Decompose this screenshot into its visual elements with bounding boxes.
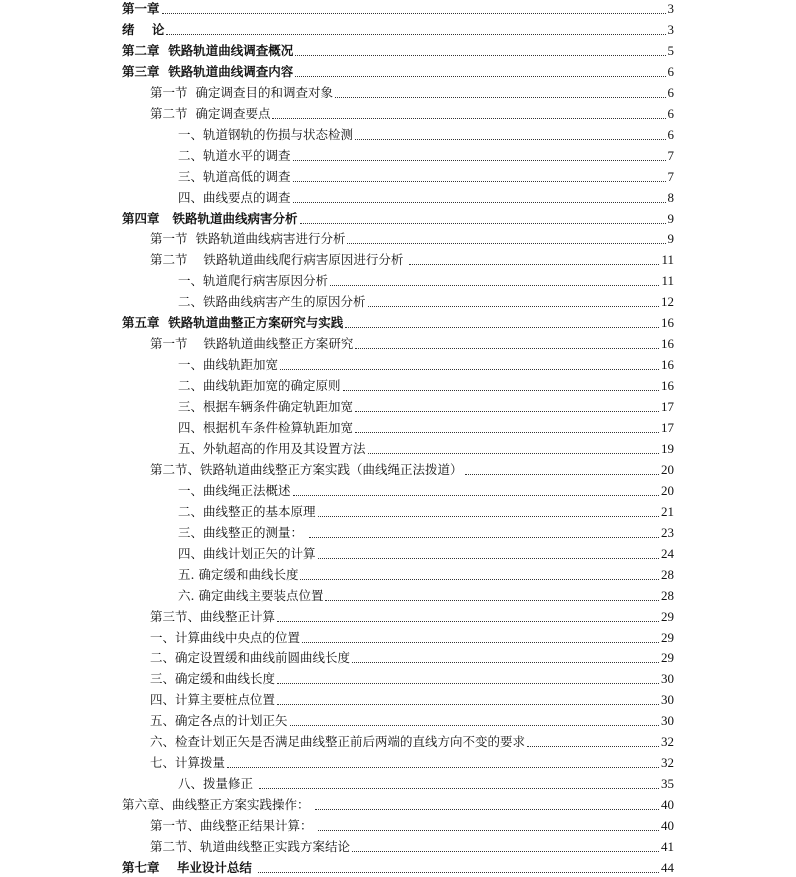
toc-dot-leader [527, 746, 659, 747]
toc-entry[interactable] [178, 501, 674, 521]
toc-page-number: 6 [667, 63, 674, 79]
toc-entry-title: 三、轨道高低的调查 [178, 168, 291, 184]
toc-dot-leader [166, 34, 665, 35]
toc-page-number: 29 [661, 650, 674, 666]
toc-entry-title: 三、确定缓和曲线长度 [150, 671, 276, 687]
toc-page-number: 40 [661, 818, 674, 834]
toc-page-number: 16 [661, 315, 674, 331]
toc-page-number: 30 [661, 692, 674, 708]
toc-entry-title: 第五章 铁路轨道曲整正方案研究与实践 [122, 315, 344, 331]
toc-dot-leader [295, 76, 665, 77]
toc-dot-leader [227, 767, 659, 768]
toc-page-number: 20 [661, 461, 674, 477]
toc-entry[interactable] [150, 459, 674, 479]
toc-page-number: 7 [667, 168, 674, 184]
toc-dot-leader [300, 223, 666, 224]
toc-page-number: 21 [661, 503, 674, 519]
toc-entry[interactable] [122, 208, 674, 228]
toc-entry[interactable] [178, 396, 674, 416]
toc-entry-title: 六. 确定曲线主要装点位置 [178, 587, 324, 603]
toc-dot-leader [355, 348, 659, 349]
toc-entry[interactable] [122, 40, 674, 60]
toc-entry[interactable] [178, 166, 674, 186]
toc-entry[interactable] [150, 668, 674, 688]
toc-dot-leader [277, 621, 659, 622]
toc-entry-title: 绪 论 [122, 21, 165, 37]
toc-entry[interactable] [150, 249, 674, 269]
toc-dot-leader [293, 160, 666, 161]
toc-dot-leader [343, 390, 659, 391]
toc-entry[interactable] [150, 752, 674, 772]
toc-page-number: 6 [667, 126, 674, 142]
toc-page-number: 19 [661, 440, 674, 456]
toc-dot-leader [315, 809, 659, 810]
toc-dot-leader [335, 97, 666, 98]
toc-dot-leader [352, 662, 659, 663]
toc-entry-title: 一、曲线轨距加宽 [178, 357, 279, 373]
toc-dot-leader [352, 851, 659, 852]
toc-page-number: 6 [667, 84, 674, 100]
toc-dot-leader [162, 13, 666, 14]
toc-page-number: 11 [661, 252, 674, 268]
toc-entry[interactable] [122, 19, 674, 39]
toc-page-number: 24 [661, 545, 674, 561]
toc-dot-leader [465, 474, 659, 475]
toc-dot-leader [258, 872, 659, 873]
toc-entry-title: 八、拨量修正 [178, 776, 257, 792]
toc-entry[interactable] [178, 438, 674, 458]
toc-entry[interactable] [178, 145, 674, 165]
toc-dot-leader [330, 285, 659, 286]
toc-entry[interactable] [150, 836, 674, 856]
toc-page-number: 35 [661, 776, 674, 792]
toc-entry[interactable] [150, 689, 674, 709]
toc-page-number: 12 [661, 294, 674, 310]
toc-page-number: 41 [661, 839, 674, 854]
toc-entry[interactable] [122, 312, 674, 332]
toc-entry[interactable] [122, 794, 674, 814]
toc-dot-leader [295, 55, 665, 56]
toc-page-number: 20 [661, 482, 674, 498]
toc-entry[interactable] [178, 773, 674, 793]
toc-entry[interactable] [178, 375, 674, 395]
toc-dot-leader [325, 600, 659, 601]
toc-entry-title: 第三章 铁路轨道曲线调查内容 [122, 63, 294, 79]
toc-dot-leader [293, 181, 666, 182]
toc-entry[interactable] [178, 270, 674, 290]
toc-page-number: 9 [667, 231, 674, 247]
toc-entry-title: 第一节 确定调查目的和调查对象 [150, 84, 333, 100]
toc-dot-leader [302, 642, 659, 643]
toc-entry-title: 第七章 毕业设计总结 [122, 859, 257, 875]
toc-page-number: 7 [667, 147, 674, 163]
toc-entry[interactable] [150, 731, 674, 751]
toc-entry[interactable] [150, 82, 674, 102]
toc-page-number: 44 [661, 859, 674, 875]
toc-entry-title: 第二节 铁路轨道曲线爬行病害原因进行分析 [150, 252, 408, 268]
toc-entry-title: 第二节 确定调查要点 [150, 105, 271, 121]
toc-dot-leader [368, 306, 659, 307]
toc-entry-title: 一、曲线绳正法概述 [178, 482, 291, 498]
toc-entry[interactable] [122, 61, 674, 81]
toc-entry[interactable] [150, 606, 674, 626]
toc-entry-title: 四、曲线要点的调查 [178, 189, 291, 205]
toc-page-number: 29 [661, 629, 674, 645]
toc-entry-title: 二、轨道水平的调查 [178, 147, 291, 163]
toc-entry-title: 第二节、铁路轨道曲线整正方案实践（曲线绳正法拨道） [150, 461, 463, 477]
toc-entry-title: 二、铁路曲线病害产生的原因分析 [178, 294, 366, 310]
toc-entry[interactable] [178, 291, 674, 311]
toc-page-number: 17 [661, 420, 674, 435]
toc-dot-leader [347, 243, 665, 244]
toc-dot-leader [277, 704, 659, 705]
toc-page-number: 32 [661, 734, 674, 750]
toc-page-number: 40 [661, 797, 674, 813]
toc-dot-leader [355, 411, 659, 412]
toc-entry[interactable] [178, 187, 674, 207]
toc-entry[interactable] [178, 543, 674, 563]
toc-entry-title: 第一节 铁路轨道曲线病害进行分析 [150, 231, 346, 247]
toc-entry[interactable] [178, 480, 674, 500]
toc-page-number: 30 [661, 671, 674, 687]
toc-entry-title: 三、根据车辆条件确定轨距加宽 [178, 399, 354, 415]
toc-entry-title: 四、计算主要桩点位置 [150, 692, 276, 708]
toc-entry[interactable] [178, 522, 674, 542]
toc-entry[interactable] [150, 710, 674, 730]
toc-entry[interactable] [178, 585, 674, 605]
toc-entry-title: 二、曲线整正的基本原理 [178, 503, 316, 519]
toc-entry-title: 一、轨道爬行病害原因分析 [178, 273, 329, 289]
toc-page-number: 8 [667, 189, 674, 205]
toc-page-number: 5 [667, 42, 674, 58]
toc-page-number: 9 [667, 210, 674, 226]
toc-entry[interactable] [150, 815, 674, 835]
toc-entry-title: 六、检查计划正矢是否满足曲线整正前后两端的直线方向不变的要求 [150, 734, 526, 750]
toc-entry[interactable] [178, 354, 674, 374]
toc-dot-leader [293, 495, 659, 496]
toc-page-number: 28 [661, 566, 674, 582]
toc-entry-title: 七、计算拨量 [150, 755, 226, 771]
toc-dot-leader [355, 139, 665, 140]
toc-page-number: 30 [661, 713, 674, 729]
toc-entry[interactable] [178, 124, 674, 144]
toc-page-number: 23 [661, 524, 674, 540]
toc-entry-title: 四、曲线计划正矢的计算 [178, 545, 316, 561]
toc-entry[interactable] [122, 0, 674, 18]
toc-entry-title: 第三节、曲线整正计算 [150, 608, 276, 624]
toc-entry-title: 第六章、曲线整正方案实践操作： [122, 797, 314, 813]
toc-dot-leader [318, 558, 659, 559]
toc-dot-leader [409, 264, 659, 265]
toc-entry[interactable] [178, 417, 674, 437]
toc-dot-leader [290, 725, 659, 726]
toc-entry[interactable] [150, 228, 674, 248]
toc-dot-leader [318, 516, 659, 517]
toc-entry-title: 二、确定设置缓和曲线前圆曲线长度 [150, 650, 351, 666]
toc-entry-title: 五. 确定缓和曲线长度 [178, 566, 299, 582]
toc-page-number: 29 [661, 608, 674, 624]
toc-dot-leader [368, 453, 659, 454]
toc-dot-leader [280, 369, 659, 370]
toc-dot-leader [300, 579, 659, 580]
toc-page-number: 16 [661, 336, 674, 352]
toc-entry-title: 一、计算曲线中央点的位置 [150, 629, 301, 645]
toc-page-number: 16 [661, 378, 674, 394]
toc-dot-leader [345, 327, 659, 328]
toc-dot-leader [318, 830, 659, 831]
toc-page-number: 17 [661, 399, 674, 415]
toc-entry-title: 第一章 [122, 1, 160, 16]
toc-entry-title: 一、轨道钢轨的伤损与状态检测 [178, 126, 354, 142]
toc-page-number: 3 [667, 21, 674, 37]
toc-entry-title: 第二章 铁路轨道曲线调查概况 [122, 42, 294, 58]
toc-dot-leader [272, 118, 665, 119]
toc-page-number: 16 [661, 357, 674, 373]
toc-entry[interactable] [178, 564, 674, 584]
toc-dot-leader [293, 202, 666, 203]
toc-entry[interactable] [150, 627, 674, 647]
toc-dot-leader [259, 788, 659, 789]
toc-entry-title: 第一节 铁路轨道曲线整正方案研究 [150, 336, 354, 352]
toc-page-number: 3 [667, 1, 674, 16]
toc-entry-title: 第四章 铁路轨道曲线病害分析 [122, 210, 298, 226]
toc-entry[interactable] [150, 647, 674, 667]
toc-dot-leader [277, 683, 659, 684]
toc-dot-leader [309, 537, 659, 538]
toc-entry-title: 五、确定各点的计划正矢 [150, 713, 288, 729]
toc-page-number: 32 [661, 755, 674, 771]
toc-entry[interactable] [122, 857, 674, 877]
toc-entry-title: 三、曲线整正的测量： [178, 524, 307, 540]
toc-page-number: 6 [667, 105, 674, 121]
toc-entry-title: 四、根据机车条件检算轨距加宽 [178, 420, 354, 435]
toc-page-number: 11 [661, 273, 674, 289]
toc-entry-title: 第一节、曲线整正结果计算： [150, 818, 317, 834]
toc-entry[interactable] [150, 103, 674, 123]
toc-dot-leader [355, 432, 659, 433]
toc-page-number: 28 [661, 587, 674, 603]
toc-entry[interactable] [150, 333, 674, 353]
toc-entry-title: 二、曲线轨距加宽的确定原则 [178, 378, 341, 394]
toc-entry-title: 第二节、轨道曲线整正实践方案结论 [150, 839, 351, 854]
toc-entry-title: 五、外轨超高的作用及其设置方法 [178, 440, 366, 456]
